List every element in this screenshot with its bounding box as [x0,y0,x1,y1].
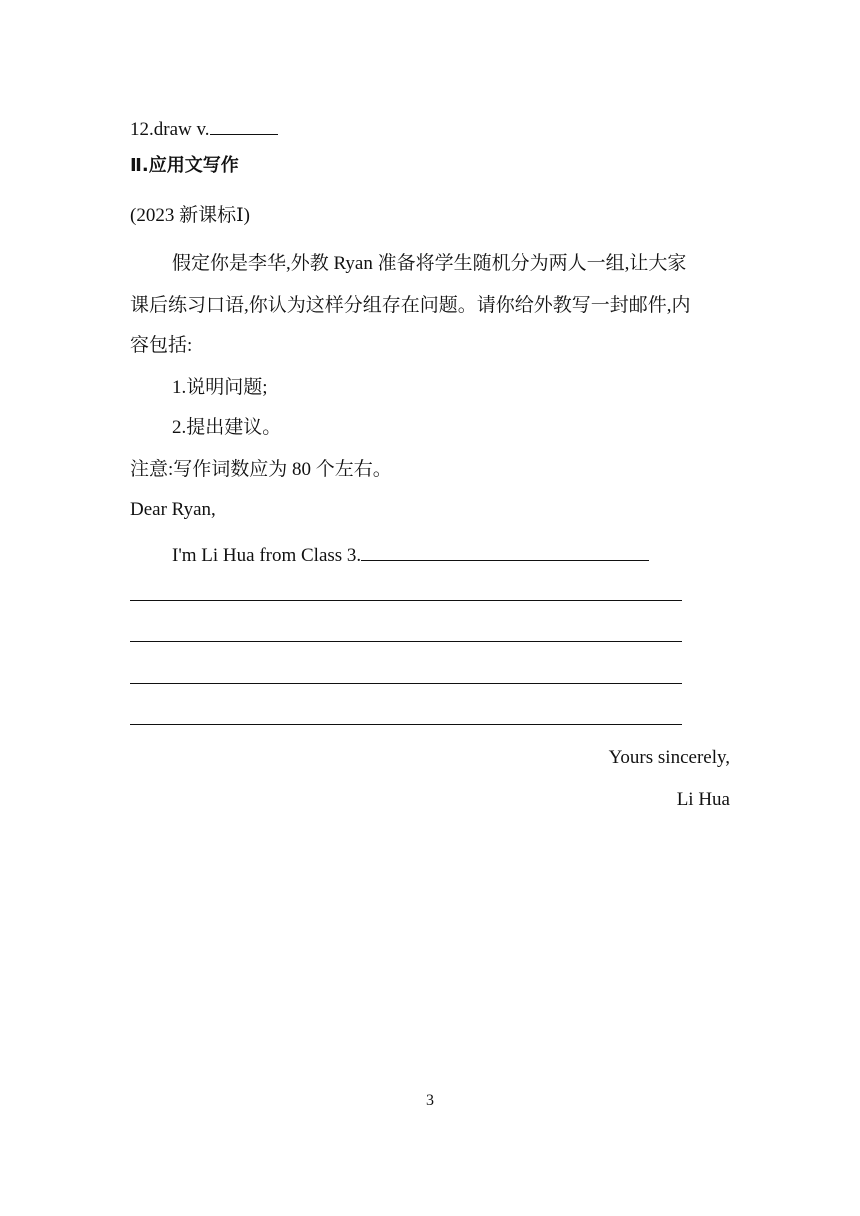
section-title: Ⅱ.应用文写作 [130,155,239,176]
vocab-item-text: 12.draw v. [130,119,210,140]
vocab-answer-blank[interactable] [210,114,278,135]
answer-blank-first[interactable] [361,540,649,561]
answer-line-4[interactable] [130,724,682,725]
word-count-note: 注意:写作词数应为 80 个左右。 [130,459,392,480]
letter-signature: Li Hua [676,789,730,810]
prompt-point-2: 2.提出建议。 [172,417,282,438]
section-source: (2023 新课标Ⅰ) [130,205,250,226]
page-number: 3 [426,1092,434,1109]
prompt-point-1: 1.说明问题; [172,377,268,398]
prompt-line-3: 容包括: [130,335,193,356]
answer-line-3[interactable] [130,683,682,684]
answer-line-1[interactable] [130,600,682,601]
letter-opening-line [172,540,649,568]
letter-closing: Yours sincerely, [608,747,730,768]
answer-line-2[interactable] [130,641,682,642]
letter-greeting: Dear Ryan, [130,499,216,520]
letter-opening-text: I'm Li Hua from Class 3. [172,545,362,566]
prompt-line-1: 假定你是李华,外教 Ryan 准备将学生随机分为两人一组,让大家 [172,253,687,274]
prompt-line-2: 课后练习口语,你认为这样分组存在问题。请你给外教写一封邮件,内 [130,295,691,316]
vocab-item [130,114,278,142]
